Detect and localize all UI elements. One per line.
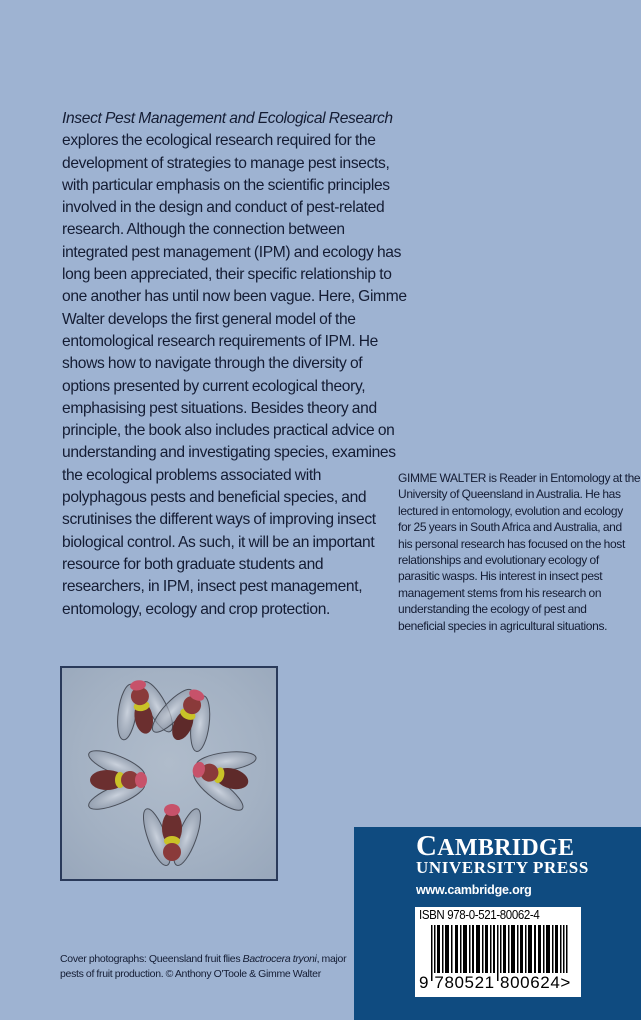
description-line: the ecological problems associated with — [62, 466, 322, 484]
bio-line: management stems from his research on — [398, 585, 602, 600]
caption-species: Bactrocera tryoni — [242, 953, 317, 965]
bio-line: GIMME WALTER is Reader in Entomology at the — [398, 471, 641, 485]
bio-line: parasitic wasps. His interest in insect pest — [398, 569, 603, 584]
publisher-subname: UNIVERSITY PRESS — [416, 858, 589, 877]
publisher-initial: C — [416, 830, 438, 862]
caption-suffix: , major — [316, 953, 347, 965]
publisher-url: www.cambridge.org — [416, 883, 532, 897]
description-line: explores the ecological research required for the — [62, 132, 376, 150]
book-title: Insect Pest Management and Ecological Research — [62, 110, 393, 127]
description-line: involved in the design and conduct of pest-related — [62, 199, 385, 217]
description-line: resource for both graduate students and — [62, 555, 324, 573]
caption-line-2: pests of fruit production. © Anthony O'Toole & Gimme Walter — [60, 968, 321, 980]
description-line: options presented by current ecological theory, — [62, 377, 366, 395]
publisher-block — [354, 827, 641, 1020]
isbn-digits-group-2: 800624 — [500, 973, 561, 992]
bio-line: beneficial species in agricultural situations. — [398, 618, 608, 633]
description-line: scrutinises the different ways of improving insect — [62, 511, 376, 529]
isbn-barcode-box — [415, 907, 581, 997]
description-line: emphasising pest situations. Besides theory and — [62, 399, 377, 417]
description-line: one another has until now been vague. Here, Gimme — [62, 288, 407, 306]
author-bio — [398, 470, 641, 634]
isbn-digits — [419, 973, 571, 993]
description-line: research. Although the connection between — [62, 221, 345, 239]
bio-line: University of Queensland in Australia. He has — [398, 487, 621, 502]
description-line: researchers, in IPM, insect pest management, — [62, 578, 363, 596]
description-line: principle, the book also includes practical advice on — [62, 422, 395, 440]
description-line: entomology, ecology and crop protection. — [62, 600, 331, 618]
book-description — [62, 108, 407, 621]
fruit-flies-photo — [60, 666, 278, 881]
bio-line: understanding the ecology of pest and — [398, 602, 587, 617]
description-line: Walter develops the first general model of the — [62, 310, 356, 328]
photo-caption — [60, 952, 360, 982]
isbn-digit-first: 9 — [419, 973, 430, 992]
caption-prefix: Cover photographs: Queensland fruit flies — [60, 953, 243, 965]
isbn-digits-group-1: 780521 — [434, 973, 495, 992]
isbn-label: ISBN 978-0-521-80062-4 — [419, 908, 540, 922]
description-line: polyphagous pests and beneficial species, and — [62, 489, 367, 507]
bio-line: lectured in entomology, evolution and ecology — [398, 503, 623, 518]
description-line: biological control. As such, it will be an important — [62, 533, 375, 551]
fruit-flies-icon — [62, 668, 276, 879]
bio-line: relationships and evolutionary ecology of — [398, 553, 599, 568]
bio-line: his personal research has focused on the host — [398, 536, 625, 551]
description-line: shows how to navigate through the diversity of — [62, 355, 363, 373]
description-line: with particular emphasis on the scientific principles — [62, 176, 390, 194]
description-line: development of strategies to manage pest insects, — [62, 154, 390, 172]
caption-line-1 — [60, 952, 360, 967]
description-line: entomological research requirements of IPM. He — [62, 332, 378, 350]
description-line: integrated pest management (IPM) and ecology has — [62, 243, 402, 261]
bio-line: for 25 years in South Africa and Australia, and — [398, 520, 622, 535]
publisher-name-rest: AMBRIDGE — [437, 835, 575, 861]
isbn-arrow-icon: > — [560, 973, 571, 992]
description-line: understanding and investigating species, examines — [62, 444, 396, 462]
description-line: long been appreciated, their specific relationship to — [62, 266, 392, 284]
